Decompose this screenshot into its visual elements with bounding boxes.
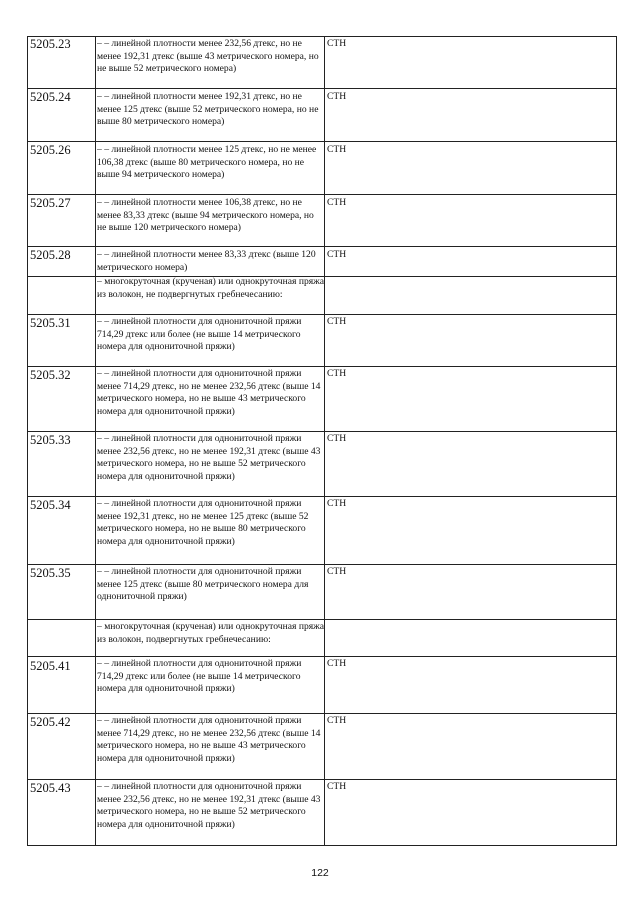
description: – – линейной плотности для однониточной пряжи 714,29 дтекс или более (не выше 14 метрического номера для однониточной пряжи): [97, 316, 302, 353]
unit: СТН: [327, 249, 347, 260]
description: – – линейной плотности для однониточной пряжи менее 232,56 дтекс, но не менее 192,31 дтекс (выше 43 метрического номера, но не выше 52 метрического номера для однониточной пряжи): [97, 433, 321, 483]
description: – – линейной плотности менее 106,38 дтекс, но не менее 83,33 дтекс (выше 94 метрического номера, но не выше 120 метрического номера): [97, 197, 314, 234]
hs-code: 5205.31: [30, 316, 71, 330]
unit: СТН: [327, 38, 347, 49]
unit: [327, 277, 612, 278]
hs-code: 5205.43: [30, 781, 71, 795]
description: – – линейной плотности для однониточной пряжи менее 714,29 дтекс, но не менее 232,56 дтекс (выше 14 метрического номера, но не выше 43 метрического номера для однониточной пряжи): [97, 368, 321, 418]
description: – – линейной плотности для однониточной пряжи 714,29 дтекс или более (не выше 14 метрического номера для однониточной пряжи): [97, 658, 302, 695]
hs-code: 5205.33: [30, 433, 71, 447]
unit: СТН: [327, 91, 347, 102]
description: – – линейной плотности для однониточной пряжи менее 714,29 дтекс, но не менее 232,56 дтекс (выше 14 метрического номера, но не выше 43 метрического номера для однониточной пряжи): [97, 715, 321, 765]
table-border-right: [616, 36, 617, 846]
description: – – линейной плотности менее 125 дтекс, но не менее 106,38 дтекс (выше 80 метрического номера, но не выше 94 метрического номера): [97, 144, 317, 181]
row-border: [27, 141, 617, 142]
hs-code: 5205.32: [30, 368, 71, 382]
row-border: [27, 88, 617, 89]
hs-code: 5205.26: [30, 143, 71, 157]
hs-code: 5205.27: [30, 196, 71, 210]
unit: СТН: [327, 498, 347, 509]
description: – – линейной плотности менее 232,56 дтекс, но не менее 192,31 дтекс (выше 43 метрического номера, но не выше 52 метрического номера): [97, 38, 319, 75]
unit: СТН: [327, 144, 347, 155]
unit: СТН: [327, 781, 347, 792]
table-border-left: [27, 36, 28, 846]
description: – – линейной плотности менее 192,31 дтекс, но не менее 125 дтекс (выше 52 метрического номера, но не выше 80 метрического номера): [97, 91, 319, 128]
group-description: – многокруточная (крученая) или однокруточная пряжа из волокон, подвергнутых гребнечесанию:: [97, 621, 325, 645]
row-border: [27, 845, 617, 846]
hs-code: 5205.23: [30, 37, 71, 51]
unit: СТН: [327, 433, 347, 444]
unit: СТН: [327, 715, 347, 726]
row-border: [27, 194, 617, 195]
description: – – линейной плотности менее 83,33 дтекс (выше 120 метрического номера): [97, 249, 316, 273]
unit: СТН: [327, 197, 347, 208]
group-description: – многокруточная (крученая) или однокруточная пряжа из волокон, не подвергнутых гребнечесанию:: [97, 276, 325, 300]
tnved-table: [27, 36, 617, 846]
hs-code: 5205.35: [30, 566, 71, 580]
description: – – линейной плотности для однониточной пряжи менее 232,56 дтекс, но не менее 192,31 дтекс (выше 43 метрического номера, но не выше 52 метрического номера для однониточной пряжи): [97, 781, 321, 831]
description: – – линейной плотности для однониточной пряжи менее 192,31 дтекс, но не менее 125 дтекс (выше 52 метрического номера, но не выше 80 метрического номера для однониточной пряжи): [97, 498, 309, 548]
unit: СТН: [327, 316, 347, 327]
row-border: [27, 246, 617, 247]
hs-code: 5205.41: [30, 659, 71, 673]
hs-code: 5205.42: [30, 715, 71, 729]
description: – – линейной плотности для однониточной пряжи менее 125 дтекс (выше 80 метрического номера для однониточной пряжи): [97, 566, 309, 603]
page-number: 122: [311, 867, 329, 879]
hs-code: 5205.34: [30, 498, 71, 512]
unit: СТН: [327, 566, 347, 577]
unit: СТН: [327, 658, 347, 669]
unit: СТН: [327, 368, 347, 379]
hs-code: 5205.28: [30, 248, 71, 262]
unit: [327, 620, 612, 621]
hs-code: 5205.24: [30, 90, 71, 104]
